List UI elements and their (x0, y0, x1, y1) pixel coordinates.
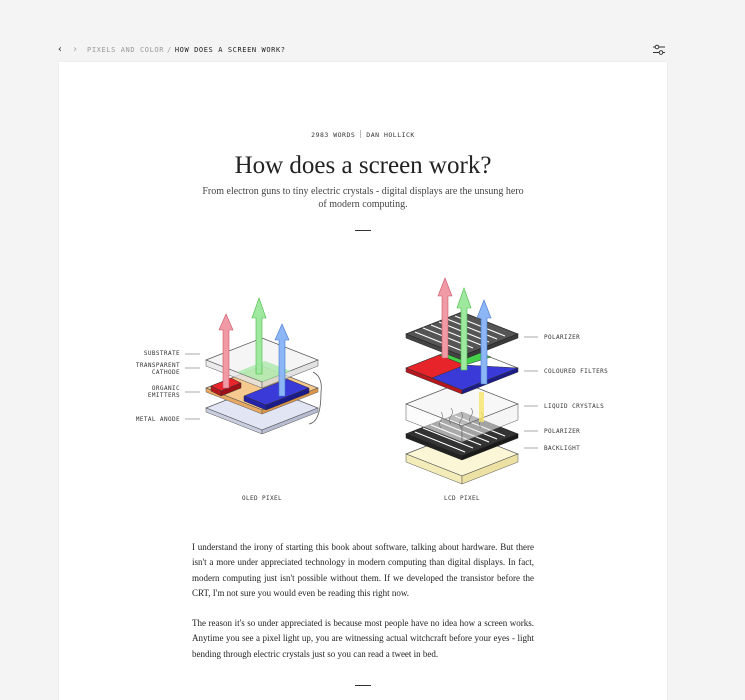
lcd-label-coloured-filters: COLOURED FILTERS (544, 368, 609, 375)
word-count: 2983 WORDS (311, 131, 356, 139)
oled-label-transparent: TRANSPARENT (135, 362, 180, 369)
body-paragraph-1: I understand the irony of starting this book about software, talking about hardware. But there isn't a more under appreciated technology in modern computing than digital displays. In fact, modern computing just isn't possible without them. If we developed the transistor before the CRT, I'm not sure you would even be reading this right now. (192, 542, 534, 598)
lcd-label-liquid-crystals: LIQUID CRYSTALS (544, 403, 605, 410)
forward-arrow-icon[interactable]: › (72, 44, 79, 55)
oled-label-metal-anode: METAL ANODE (135, 416, 180, 423)
article-page (59, 62, 667, 700)
meta-divider (360, 130, 361, 138)
section-divider-bottom (355, 685, 371, 686)
oled-label-organic: ORGANIC (151, 385, 180, 392)
lcd-pixel-illustration (406, 278, 538, 484)
oled-pixel-illustration (185, 298, 321, 434)
lcd-label-polarizer-bottom: POLARIZER (544, 428, 581, 435)
lcd-label-polarizer-top: POLARIZER (544, 334, 581, 341)
article-meta (59, 130, 667, 139)
breadcrumb (87, 46, 286, 54)
lcd-caption: LCD PIXEL (443, 495, 481, 502)
oled-caption: OLED PIXEL (241, 495, 283, 502)
breadcrumb-parent-link[interactable]: PIXELS AND COLOR (87, 46, 165, 54)
oled-label-cathode: CATHODE (151, 369, 180, 376)
oled-label-substrate: SUBSTRATE (143, 350, 180, 357)
back-arrow-icon[interactable]: ‹ (57, 44, 64, 55)
oled-label-emitters: EMITTERS (147, 392, 180, 399)
author-name: DAN HOLLICK (366, 131, 415, 139)
top-bar (0, 0, 745, 62)
pixel-diagram-figure (59, 262, 667, 512)
section-divider (355, 230, 371, 231)
settings-sliders-icon[interactable] (652, 44, 666, 56)
breadcrumb-separator: / (167, 46, 172, 54)
page-title: How does a screen work? (234, 152, 492, 179)
breadcrumb-current: HOW DOES A SCREEN WORK? (174, 46, 286, 54)
lcd-label-backlight: BACKLIGHT (544, 445, 581, 452)
page-subtitle: From electron guns to tiny electric crystals - digital displays are the unsung hero of modern computing. (202, 186, 524, 210)
body-paragraph-2: The reason it's so under appreciated is because most people have no idea how a screen works. Anytime you see a pixel light up, you are witnessing actual witchcraft before your eyes - light bending through electric crystals just so you can read a tweet in bed. (192, 618, 534, 659)
